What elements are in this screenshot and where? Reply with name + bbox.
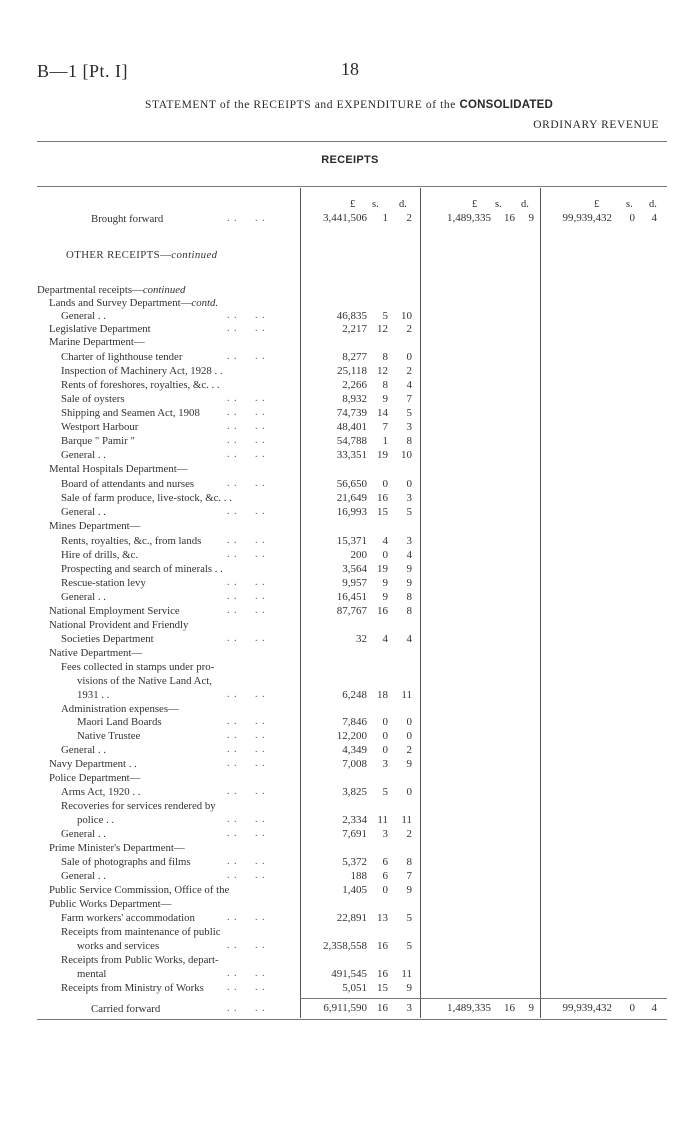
- row-shillings: 5: [382, 786, 388, 798]
- leader-dots: . . . .: [227, 1003, 266, 1014]
- statement-title-bold: CONSOLIDATED: [459, 99, 554, 111]
- row-label-text: General . .: [61, 828, 106, 840]
- row-label-text: General . .: [61, 506, 106, 518]
- row-pounds: 1,405: [342, 884, 367, 896]
- row-pence: 11: [401, 968, 412, 980]
- carried-forward-col1-pence: 3: [406, 1002, 412, 1014]
- row-label-text: Receipts from Public Works, depart-: [61, 954, 219, 966]
- row-pence: 3: [406, 492, 412, 504]
- row-pence: 11: [401, 814, 412, 826]
- leader-dots: . . . .: [227, 435, 266, 446]
- row-pence: 10: [401, 449, 412, 461]
- row-pence: 9: [406, 758, 412, 770]
- row-label: [77, 968, 106, 980]
- row-label-text: police . .: [77, 814, 115, 826]
- leader-dots: . . . .: [227, 744, 266, 755]
- row-pence: 5: [406, 407, 412, 419]
- row-pence: 9: [406, 577, 412, 589]
- row-pence: 10: [401, 310, 412, 322]
- row-label-text: Recoveries for services rendered by: [61, 800, 216, 812]
- row-label: [61, 393, 125, 405]
- row-shillings: 16: [377, 940, 388, 952]
- row-label: [61, 577, 146, 589]
- row-label: [61, 786, 140, 798]
- row-label: [61, 982, 204, 994]
- row-pounds: 7,008: [342, 758, 367, 770]
- row-pence: 4: [406, 549, 412, 561]
- row-shillings: 8: [382, 379, 388, 391]
- row-pounds: 48,401: [336, 421, 367, 433]
- col2-pence-head: d.: [521, 199, 529, 210]
- row-label: [61, 633, 154, 645]
- row-label-text: Public Service Commission, Office of the: [49, 884, 230, 896]
- row-label: [77, 940, 159, 952]
- leader-dots: . . . .: [227, 213, 266, 224]
- row-label-text: visions of the Native Land Act,: [77, 675, 212, 687]
- row-pence: 5: [406, 940, 412, 952]
- carried-forward-col1-pounds: 6,911,590: [323, 1002, 367, 1014]
- row-pence: 4: [406, 633, 412, 645]
- header-rule: [37, 141, 667, 142]
- row-shillings: 0: [382, 549, 388, 561]
- row-pounds: 3,825: [342, 786, 367, 798]
- row-shillings: 5: [382, 310, 388, 322]
- leader-dots: . . . .: [227, 828, 266, 839]
- row-pence: 9: [406, 982, 412, 994]
- carried-forward-col3-pence: 4: [651, 1002, 657, 1014]
- row-shillings: 0: [382, 744, 388, 756]
- row-pounds: 87,767: [336, 605, 367, 617]
- row-label-text: Prime Minister's Department—: [49, 842, 185, 854]
- leader-dots: . . . .: [227, 535, 266, 546]
- row-label: [61, 926, 221, 938]
- row-pence: 11: [401, 689, 412, 701]
- col3-shilling-head: s.: [626, 199, 633, 210]
- row-shillings: 14: [377, 407, 388, 419]
- total-rule: [300, 998, 667, 999]
- row-label: [77, 689, 109, 701]
- leader-dots: . . . .: [227, 940, 266, 951]
- row-label: [61, 365, 223, 377]
- bottom-rule: [37, 1019, 667, 1020]
- row-pence: 8: [406, 435, 412, 447]
- row-label-text: National Employment Service: [49, 605, 180, 617]
- row-label: [61, 421, 138, 433]
- page-number: 18: [341, 59, 359, 79]
- row-shillings: 15: [377, 982, 388, 994]
- leader-dots: . . . .: [227, 605, 266, 616]
- col2-pound-head: £: [472, 199, 478, 210]
- row-label-text: Shipping and Seamen Act, 1908: [61, 407, 200, 419]
- row-pence: 0: [406, 478, 412, 490]
- row-label-text: Mental Hospitals Department—: [49, 463, 188, 475]
- row-shillings: 9: [382, 393, 388, 405]
- row-pounds: 2,358,558: [323, 940, 367, 952]
- row-label: [61, 954, 219, 966]
- row-label-text: National Provident and Friendly: [49, 619, 189, 631]
- row-label-text: Public Works Department—: [49, 898, 172, 910]
- statement-subtitle: ORDINARY REVENUE: [533, 119, 659, 131]
- carried-forward-col2-shillings: 16: [504, 1002, 515, 1014]
- row-label-text: Prospecting and search of minerals . .: [61, 563, 223, 575]
- row-label-text: Farm workers' accommodation: [61, 912, 195, 924]
- row-label: [61, 856, 191, 868]
- row-label-text: Marine Department—: [49, 336, 145, 348]
- row-label-text: Police Department—: [49, 772, 141, 784]
- row-pence: 5: [406, 912, 412, 924]
- row-label: [37, 284, 185, 296]
- leader-dots: . . . .: [227, 421, 266, 432]
- row-pence: 8: [406, 856, 412, 868]
- row-shillings: 9: [382, 577, 388, 589]
- row-label: [61, 535, 201, 547]
- row-shillings: 12: [377, 323, 388, 335]
- leader-dots: . . . .: [227, 393, 266, 404]
- col3-pound-head: £: [594, 199, 600, 210]
- row-label-text: General . .: [61, 870, 106, 882]
- leader-dots: . . . .: [227, 407, 266, 418]
- row-label-text: Native Trustee: [77, 730, 141, 742]
- brought-forward-col3-pence: 4: [651, 212, 657, 224]
- row-pounds: 8,932: [342, 393, 367, 405]
- row-shillings: 16: [377, 968, 388, 980]
- brought-forward-col3-shillings: 0: [629, 212, 635, 224]
- row-pounds: 5,372: [342, 856, 367, 868]
- row-label-text: Departmental receipts—: [37, 284, 143, 296]
- row-label: [61, 912, 195, 924]
- row-pence: 3: [406, 421, 412, 433]
- row-label-text: Lands and Survey Department—: [49, 297, 192, 309]
- leader-dots: . . . .: [227, 968, 266, 979]
- brought-forward-col3-pounds: 99,939,432: [562, 212, 612, 224]
- row-label-text: Mines Department—: [49, 520, 141, 532]
- row-pence: 4: [406, 379, 412, 391]
- row-label: [49, 619, 188, 631]
- row-label-text: Maori Land Boards: [77, 716, 162, 728]
- row-label-italic: continued: [142, 284, 186, 296]
- row-pence: 0: [406, 786, 412, 798]
- other-receipts-prefix: OTHER RECEIPTS—: [66, 249, 172, 261]
- row-pounds: 491,545: [331, 968, 367, 980]
- row-pounds: 7,846: [342, 716, 367, 728]
- row-label-text: Receipts from Ministry of Works: [61, 982, 204, 994]
- leader-dots: . . . .: [227, 786, 266, 797]
- col1-pence-head: d.: [399, 199, 407, 210]
- row-pence: 5: [406, 506, 412, 518]
- brought-forward-label: Brought forward: [91, 213, 164, 225]
- row-pounds: 16,993: [336, 506, 367, 518]
- row-shillings: 16: [377, 492, 388, 504]
- row-pounds: 15,371: [336, 535, 367, 547]
- row-pence: 2: [406, 744, 412, 756]
- row-pounds: 9,957: [342, 577, 367, 589]
- carried-forward-col3-pounds: 99,939,432: [562, 1002, 612, 1014]
- row-label: [49, 842, 185, 854]
- row-pounds: 200: [350, 549, 367, 561]
- leader-dots: . . . .: [227, 633, 266, 644]
- row-label-text: Administration expenses—: [61, 703, 179, 715]
- leader-dots: . . . .: [227, 506, 266, 517]
- row-pounds: 2,334: [342, 814, 367, 826]
- leader-dots: . . . .: [227, 689, 266, 700]
- row-pence: 3: [406, 535, 412, 547]
- statement-title: [145, 99, 553, 111]
- row-label-text: Inspection of Machinery Act, 1928 . .: [61, 365, 223, 377]
- row-label-text: Hire of drills, &c.: [61, 549, 139, 561]
- row-label-italic: contd.: [191, 297, 219, 309]
- row-shillings: 0: [382, 730, 388, 742]
- row-label: [61, 351, 182, 363]
- row-label: [61, 703, 179, 715]
- column-divider: [540, 188, 541, 1018]
- row-label-text: Sale of farm produce, live-stock, &c. . .: [61, 492, 232, 504]
- row-label: [49, 297, 218, 309]
- leader-dots: . . . .: [227, 912, 266, 923]
- other-receipts-suffix: continued: [171, 249, 218, 261]
- leader-dots: . . . .: [227, 449, 266, 460]
- row-shillings: 4: [382, 535, 388, 547]
- row-shillings: 4: [382, 633, 388, 645]
- row-shillings: 0: [382, 884, 388, 896]
- leader-dots: . . . .: [227, 982, 266, 993]
- row-label: [61, 435, 135, 447]
- carried-forward-col2-pence: 9: [528, 1002, 534, 1014]
- brought-forward-col1-pounds: 3,441,506: [323, 212, 367, 224]
- leader-dots: . . . .: [227, 758, 266, 769]
- brought-forward-col1-pence: 2: [406, 212, 412, 224]
- column-divider: [420, 188, 421, 1018]
- row-shillings: 18: [377, 689, 388, 701]
- row-pounds: 46,835: [336, 310, 367, 322]
- carried-forward-col1-shillings: 16: [377, 1002, 388, 1014]
- row-label-text: Arms Act, 1920 . .: [61, 786, 141, 798]
- row-label: [61, 449, 106, 461]
- row-pence: 2: [406, 323, 412, 335]
- row-label: [61, 870, 106, 882]
- row-label-text: Receipts from maintenance of public: [61, 926, 221, 938]
- row-shillings: 7: [382, 421, 388, 433]
- row-label: [77, 730, 140, 742]
- leader-dots: . . . .: [227, 310, 266, 321]
- column-divider: [300, 188, 301, 1018]
- leader-dots: . . . .: [227, 856, 266, 867]
- row-pounds: 25,118: [337, 365, 367, 377]
- row-label: [49, 898, 171, 910]
- row-label: [61, 379, 220, 391]
- row-pence: 2: [406, 828, 412, 840]
- row-label: [49, 772, 140, 784]
- row-pence: 9: [406, 884, 412, 896]
- other-receipts-heading: [66, 249, 217, 261]
- col2-shilling-head: s.: [495, 199, 502, 210]
- carried-forward-col3-shillings: 0: [629, 1002, 635, 1014]
- brought-forward-col2-shillings: 16: [504, 212, 515, 224]
- leader-dots: . . . .: [227, 549, 266, 560]
- carried-forward-col2-pounds: 1,489,335: [447, 1002, 491, 1014]
- row-pounds: 32: [356, 633, 367, 645]
- leader-dots: . . . .: [227, 323, 266, 334]
- row-shillings: 19: [377, 563, 388, 575]
- leader-dots: . . . .: [227, 478, 266, 489]
- row-label-text: 1931 . .: [77, 689, 110, 701]
- leader-dots: . . . .: [227, 730, 266, 741]
- row-shillings: 3: [382, 828, 388, 840]
- row-pounds: 5,051: [342, 982, 367, 994]
- row-pounds: 56,650: [336, 478, 367, 490]
- row-label-text: General . .: [61, 449, 106, 461]
- row-pounds: 74,739: [336, 407, 367, 419]
- row-pence: 0: [406, 351, 412, 363]
- col1-shilling-head: s.: [372, 199, 379, 210]
- row-pence: 8: [406, 591, 412, 603]
- statement-title-plain: STATEMENT of the RECEIPTS and EXPENDITURE of the: [145, 99, 460, 111]
- row-label: [49, 884, 229, 896]
- row-label: [61, 478, 194, 490]
- row-label: [49, 336, 145, 348]
- row-label: [77, 814, 114, 826]
- row-shillings: 13: [377, 912, 388, 924]
- row-label: [61, 407, 200, 419]
- brought-forward-col2-pounds: 1,489,335: [447, 212, 491, 224]
- row-shillings: 9: [382, 591, 388, 603]
- row-shillings: 6: [382, 856, 388, 868]
- row-pounds: 2,217: [342, 323, 367, 335]
- row-pounds: 7,691: [342, 828, 367, 840]
- row-label: [49, 463, 188, 475]
- section-rule: [37, 186, 667, 187]
- row-shillings: 1: [382, 435, 388, 447]
- row-label: [61, 492, 232, 504]
- row-label: [61, 310, 106, 322]
- row-shillings: 6: [382, 870, 388, 882]
- row-pounds: 8,277: [342, 351, 367, 363]
- row-pence: 7: [406, 393, 412, 405]
- row-label: [49, 758, 137, 770]
- row-label-text: General . .: [61, 744, 106, 756]
- row-label-text: works and services: [77, 940, 160, 952]
- row-label-text: Westport Harbour: [61, 421, 139, 433]
- row-label: [61, 800, 216, 812]
- row-pence: 7: [406, 870, 412, 882]
- row-shillings: 15: [377, 506, 388, 518]
- row-label: [61, 591, 106, 603]
- row-label-text: Fees collected in stamps under pro-: [61, 661, 215, 673]
- row-label-text: Rents of foreshores, royalties, &c. . .: [61, 379, 220, 391]
- row-pounds: 33,351: [336, 449, 367, 461]
- row-label: [61, 563, 223, 575]
- leader-dots: . . . .: [227, 870, 266, 881]
- row-shillings: 0: [382, 716, 388, 728]
- row-label: [61, 828, 106, 840]
- row-label: [49, 323, 151, 335]
- leader-dots: . . . .: [227, 716, 266, 727]
- row-pounds: 12,200: [336, 730, 367, 742]
- row-pounds: 21,649: [336, 492, 367, 504]
- row-label-text: Charter of lighthouse tender: [61, 351, 183, 363]
- section-heading: RECEIPTS: [321, 154, 379, 166]
- row-label-text: Rescue-station levy: [61, 577, 146, 589]
- row-pence: 8: [406, 605, 412, 617]
- row-pence: 2: [406, 365, 412, 377]
- row-label: [49, 647, 142, 659]
- row-label-text: General . .: [61, 591, 106, 603]
- row-label-text: Sale of photographs and films: [61, 856, 191, 868]
- row-pounds: 188: [350, 870, 367, 882]
- row-shillings: 3: [382, 758, 388, 770]
- brought-forward-col2-pence: 9: [528, 212, 534, 224]
- row-pounds: 16,451: [336, 591, 367, 603]
- row-pounds: 6,248: [342, 689, 367, 701]
- brought-forward-col1-shillings: 1: [382, 212, 388, 224]
- row-label: [49, 520, 140, 532]
- row-label-text: Rents, royalties, &c., from lands: [61, 535, 202, 547]
- row-label: [61, 661, 214, 673]
- row-label: [77, 675, 212, 687]
- row-pounds: 2,266: [342, 379, 367, 391]
- row-label-text: Navy Department . .: [49, 758, 137, 770]
- row-pence: 0: [406, 730, 412, 742]
- row-label-text: General . .: [61, 310, 106, 322]
- row-shillings: 12: [377, 365, 388, 377]
- row-shillings: 11: [377, 814, 388, 826]
- row-label-text: Board of attendants and nurses: [61, 478, 195, 490]
- row-label-text: Societies Department: [61, 633, 154, 645]
- row-shillings: 0: [382, 478, 388, 490]
- row-pence: 0: [406, 716, 412, 728]
- leader-dots: . . . .: [227, 351, 266, 362]
- col3-pence-head: d.: [649, 199, 657, 210]
- row-pounds: 3,564: [342, 563, 367, 575]
- row-label: [61, 744, 106, 756]
- row-label-text: mental: [77, 968, 107, 980]
- document-reference: B—1 [Pt. I]: [37, 61, 128, 81]
- row-label-text: Legislative Department: [49, 323, 151, 335]
- row-label: [61, 506, 106, 518]
- row-pence: 9: [406, 563, 412, 575]
- row-pounds: 4,349: [342, 744, 367, 756]
- carried-forward-label: Carried forward: [91, 1003, 161, 1015]
- row-label: [77, 716, 162, 728]
- row-label: [61, 549, 138, 561]
- row-shillings: 16: [377, 605, 388, 617]
- row-label-text: Barque " Pamir ": [61, 435, 135, 447]
- leader-dots: . . . .: [227, 814, 266, 825]
- row-shillings: 19: [377, 449, 388, 461]
- row-pounds: 22,891: [336, 912, 367, 924]
- row-pounds: 54,788: [336, 435, 367, 447]
- row-label: [49, 605, 180, 617]
- row-label-text: Native Department—: [49, 647, 143, 659]
- row-shillings: 8: [382, 351, 388, 363]
- col1-pound-head: £: [350, 199, 356, 210]
- leader-dots: . . . .: [227, 591, 266, 602]
- leader-dots: . . . .: [227, 577, 266, 588]
- row-label-text: Sale of oysters: [61, 393, 125, 405]
